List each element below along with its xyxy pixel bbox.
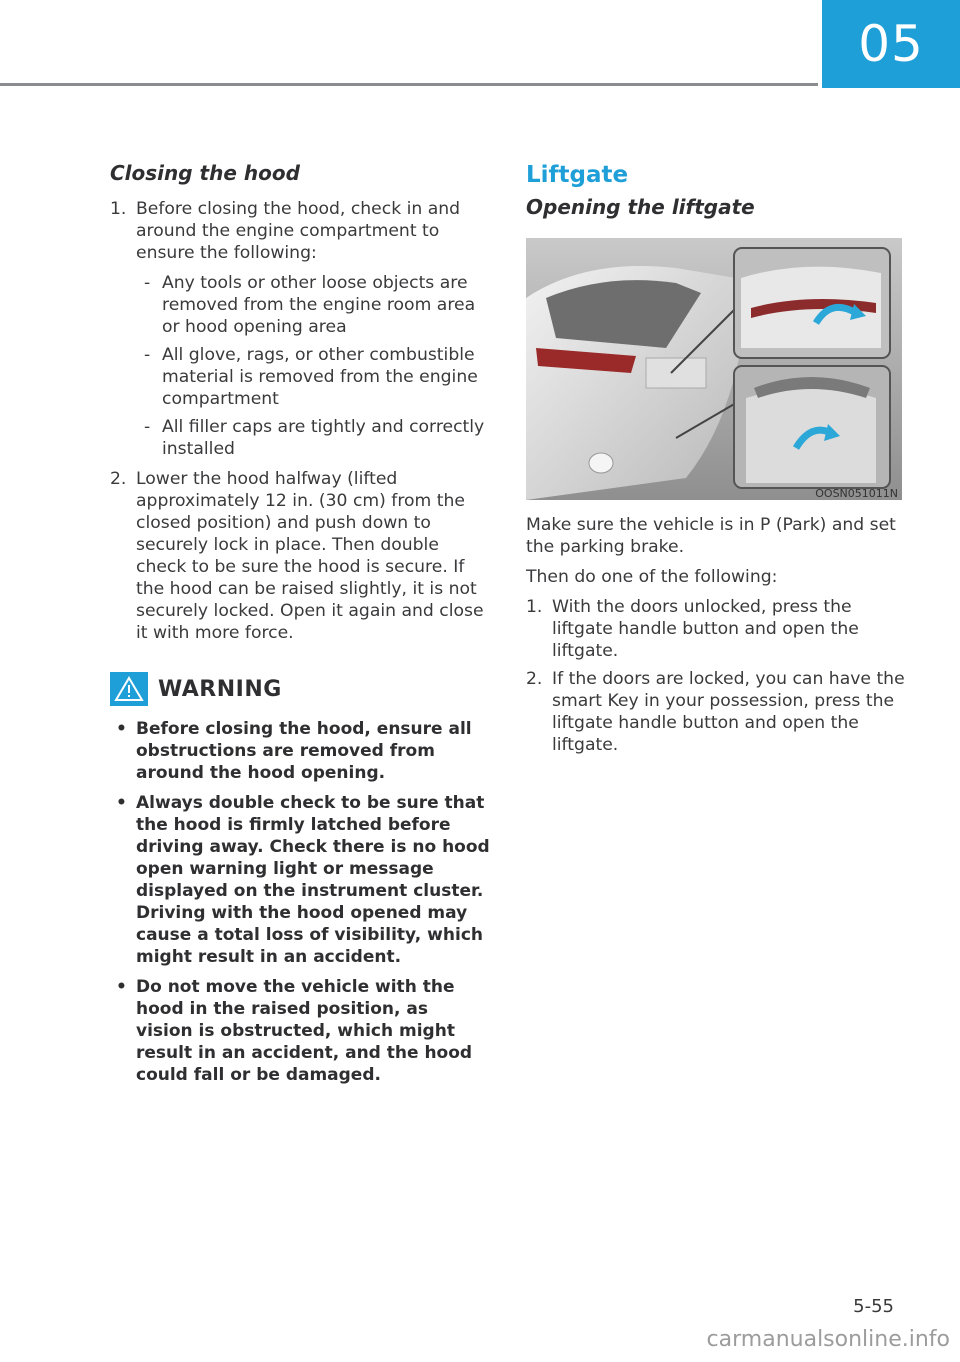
chapter-tab bbox=[822, 0, 960, 88]
step-item bbox=[526, 596, 906, 662]
opening-liftgate-heading: Opening the liftgate bbox=[526, 195, 755, 219]
warning-item: • Always double check to be sure that the hood is firmly latched before driving away. Check there is no hood open warning light or message displayed on the instrument cluster. Driving with the hood opened may cause a total loss of visibility, which might result in an accident. bbox=[110, 792, 490, 968]
step-text: With the doors unlocked, press the liftgate handle button and open the liftgate. bbox=[552, 597, 859, 661]
step-item bbox=[526, 668, 906, 756]
warning-title: WARNING bbox=[158, 676, 282, 702]
step-number: 1. bbox=[526, 597, 543, 617]
check-item: - All glove, rags, or other combustible material is removed from the engine compartment bbox=[136, 344, 490, 410]
check-item: - Any tools or other loose objects are removed from the engine room area or hood opening area bbox=[136, 272, 490, 338]
step-number: 1. bbox=[110, 199, 127, 219]
warning-item: • Do not move the vehicle with the hood in the raised position, as vision is obstructed, which might result in an accident, and the hood could fall or be damaged. bbox=[110, 976, 490, 1086]
watermark: carmanualsonline.info bbox=[706, 1327, 950, 1352]
step-text: If the doors are locked, you can have the smart Key in your possession, press the liftgate handle button and open the liftgate. bbox=[552, 669, 905, 755]
closing-hood-heading: Closing the hood bbox=[110, 161, 300, 185]
left-column bbox=[110, 158, 490, 1094]
liftgate-heading: Liftgate bbox=[526, 162, 629, 188]
warning-header bbox=[110, 672, 490, 706]
chapter-number: 05 bbox=[858, 15, 924, 73]
step-item bbox=[110, 468, 490, 644]
park-instruction: Make sure the vehicle is in P (Park) and set the parking brake. bbox=[526, 515, 896, 557]
check-item: - All filler caps are tightly and correctly installed bbox=[136, 416, 490, 460]
warning-list bbox=[110, 718, 490, 1086]
step-text: Before closing the hood, check in and around the engine compartment to ensure the following: bbox=[136, 199, 461, 263]
step-item bbox=[110, 198, 490, 460]
liftgate-illustration bbox=[526, 238, 902, 500]
warning-item: • Before closing the hood, ensure all obstructions are removed from around the hood opening. bbox=[110, 718, 490, 784]
check-list bbox=[136, 272, 490, 460]
options-intro: Then do one of the following: bbox=[526, 567, 778, 587]
figure-code: OOSN051011N bbox=[815, 487, 898, 500]
page-number: 5-55 bbox=[853, 1296, 894, 1317]
step-number: 2. bbox=[110, 469, 127, 489]
closing-steps bbox=[110, 198, 490, 644]
warning-triangle-icon bbox=[110, 672, 148, 706]
right-column bbox=[526, 158, 906, 762]
header-rule bbox=[0, 83, 818, 86]
step-number: 2. bbox=[526, 669, 543, 689]
liftgate-figure bbox=[526, 238, 902, 500]
liftgate-steps bbox=[526, 596, 906, 756]
step-text: Lower the hood halfway (lifted approximately 12 in. (30 cm) from the closed position) and push down to securely lock in place. Then double check to be sure the hood is secure. If the hood can be raised slightly, it is not securely locked. Open it again and close it with more force. bbox=[136, 469, 484, 643]
